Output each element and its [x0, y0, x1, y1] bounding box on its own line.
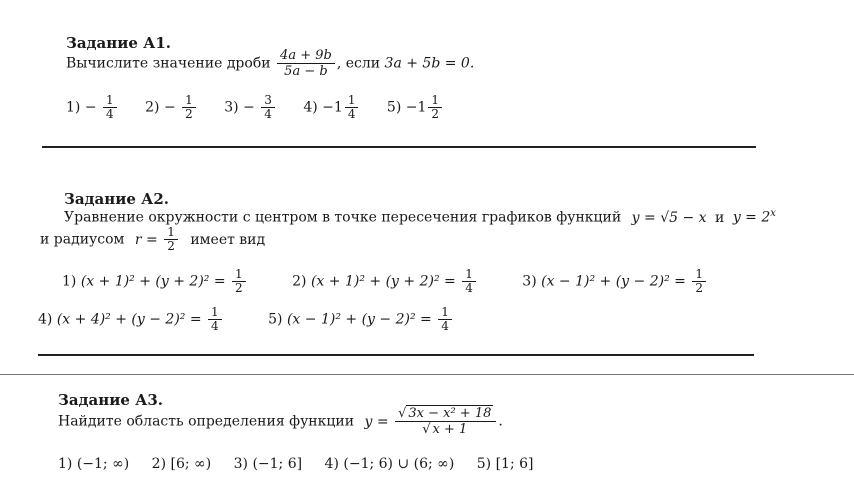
option-numerator: 1 — [465, 267, 473, 281]
option-sign: − — [405, 99, 418, 116]
option-sign: − — [84, 99, 97, 116]
task-a2-conj: и — [715, 209, 725, 226]
task-a2-radius-fraction — [164, 226, 178, 253]
option-label: 1) — [58, 456, 73, 472]
task-a3-question-text: Найдите область определения функции — [58, 413, 355, 430]
option-value: (−1; 6] — [252, 456, 303, 472]
option-label: 5) — [386, 99, 402, 116]
radius-numerator: 1 — [167, 225, 175, 239]
task-a1-condition: 3a + 5b = 0. — [384, 55, 475, 72]
option-denominator: 4 — [261, 107, 275, 121]
task-a2-option-4[interactable] — [38, 306, 224, 333]
option-equation: (x + 1)² + (y + 2)² = — [80, 273, 226, 290]
task-a1-option-4[interactable] — [303, 94, 360, 121]
task-a1-question: Вычислите значение дроби $\frac{4a + 9b}{5a - b}$ , если 3a + 5b = 0. — [66, 48, 475, 79]
task-a2-option-3[interactable] — [522, 268, 708, 295]
task-a3-denominator — [395, 421, 496, 437]
task-a3-option-3[interactable] — [234, 456, 302, 472]
radius-denominator: 2 — [164, 239, 178, 253]
option-sign: − — [243, 99, 255, 116]
option-fraction — [182, 94, 196, 121]
task-a3-title: Задание А3. — [58, 391, 163, 409]
option-whole: 1 — [417, 99, 427, 116]
option-denominator: 4 — [438, 319, 452, 333]
task-a3-y-label: y = — [364, 413, 389, 430]
task-a2-question-text: Уравнение окружности с центром в точке пересечения графиков функций — [64, 209, 622, 226]
option-label: 3) — [224, 99, 239, 116]
task-a2-func1: y = √5 − x — [631, 209, 707, 226]
option-fraction — [692, 268, 706, 295]
option-fraction — [438, 306, 452, 333]
task-a1-condition-prefix: если — [345, 55, 381, 72]
option-label: 2) — [145, 99, 160, 116]
task-a3-option-2[interactable] — [152, 456, 212, 472]
task-a1-option-5[interactable] — [387, 94, 444, 121]
option-value: (−1; 6) ∪ (6; ∞) — [343, 456, 455, 472]
option-numerator: 3 — [264, 93, 272, 107]
option-denominator: 2 — [232, 281, 246, 295]
task-a2-title: Задание А2. — [64, 190, 169, 208]
task-a3-options — [58, 456, 534, 472]
option-numerator: 1 — [211, 305, 219, 319]
option-fraction — [462, 268, 476, 295]
option-label: 5) — [268, 311, 283, 328]
task-a1-fraction — [277, 48, 335, 79]
task-a3-numerator-radicand: 3x − x² + 18 — [408, 406, 492, 421]
option-label: 4) — [303, 99, 318, 116]
option-fraction — [232, 268, 246, 295]
task-a2-options-row2 — [38, 306, 454, 333]
option-sign: − — [322, 99, 334, 116]
task-a2-func2: y = 2 — [732, 209, 771, 226]
task-a1-fraction-numerator: 4a + 9b — [280, 48, 332, 63]
option-numerator: 1 — [106, 93, 114, 107]
divider-1 — [42, 146, 756, 148]
option-fraction — [208, 306, 222, 333]
option-label: 2) — [151, 456, 167, 472]
option-value: [1; 6] — [495, 456, 534, 472]
task-a3-denominator-radicand: x + 1 — [432, 422, 468, 437]
divider-3 — [0, 374, 854, 375]
option-numerator: 1 — [235, 267, 243, 281]
task-a2-options-row1 — [62, 268, 708, 295]
option-value: [6; ∞) — [170, 456, 212, 472]
option-sign: − — [163, 99, 176, 116]
option-fraction — [261, 94, 275, 121]
option-label: 4) — [324, 456, 339, 472]
option-equation: (x + 1)² + (y + 2)² = — [310, 273, 456, 290]
task-a2-option-5[interactable] — [268, 306, 454, 333]
option-denominator: 4 — [462, 281, 476, 295]
option-denominator: 2 — [428, 107, 442, 121]
task-a2-radius-suffix: имеет вид — [190, 231, 266, 248]
sqrt-icon: √ — [398, 406, 407, 421]
option-numerator: 1 — [695, 267, 703, 281]
divider-2 — [38, 354, 754, 356]
task-a3-numerator — [395, 406, 496, 421]
task-a2-question-line1 — [64, 208, 776, 226]
option-numerator: 1 — [441, 305, 449, 319]
task-a1-option-3[interactable] — [224, 94, 277, 121]
option-label: 1) — [66, 99, 81, 116]
task-a3-question: Найдите область определения функции y = $\frac{\text{√ 3x − x² + 18}}{√ x + 1}$ . — [58, 406, 503, 437]
task-a1-question-text: Вычислите значение дроби — [66, 55, 271, 72]
option-denominator: 4 — [208, 319, 222, 333]
task-a1-option-2[interactable] — [145, 94, 198, 121]
option-numerator: 1 — [347, 93, 356, 107]
task-a3-option-1[interactable] — [58, 456, 129, 472]
task-a2-radius-label: r = — [134, 231, 158, 248]
task-a1-title: Задание А1. — [66, 34, 171, 52]
option-label: 4) — [38, 311, 53, 328]
option-equation: (x + 4)² + (y − 2)² = — [56, 311, 202, 328]
task-a3-fraction — [395, 406, 496, 437]
option-fraction — [428, 94, 442, 121]
option-numerator: 1 — [185, 93, 193, 107]
option-label: 3) — [233, 456, 248, 472]
task-a3-option-5[interactable] — [477, 456, 534, 472]
option-label: 1) — [62, 273, 77, 290]
option-fraction — [103, 94, 117, 121]
option-label: 5) — [476, 456, 492, 472]
option-numerator: 1 — [431, 93, 440, 107]
option-equation: (x − 1)² + (y − 2)² = — [541, 273, 686, 290]
task-a1-options — [66, 94, 466, 121]
option-equation: (x − 1)² + (y − 2)² = — [286, 311, 432, 328]
option-denominator: 4 — [103, 107, 117, 121]
option-label: 2) — [292, 273, 307, 290]
task-a2-option-2[interactable] — [292, 268, 478, 295]
task-a1-fraction-denominator: 5a − b — [277, 63, 335, 79]
option-label: 3) — [522, 273, 537, 290]
option-whole: 1 — [333, 99, 343, 116]
option-denominator: 4 — [345, 107, 359, 121]
task-a2-question-line2 — [40, 226, 265, 253]
task-a3-option-4[interactable] — [325, 456, 455, 472]
sqrt-icon: √ — [422, 422, 431, 437]
task-a2-option-1[interactable] — [62, 268, 248, 295]
option-value: (−1; ∞) — [76, 456, 130, 472]
option-denominator: 2 — [692, 281, 706, 295]
option-fraction — [345, 94, 359, 121]
task-a2-func2-exponent: x — [770, 208, 776, 219]
task-a1-option-1[interactable] — [66, 94, 119, 121]
option-denominator: 2 — [182, 107, 196, 121]
task-a2-radius-prefix: и радиусом — [40, 231, 125, 248]
